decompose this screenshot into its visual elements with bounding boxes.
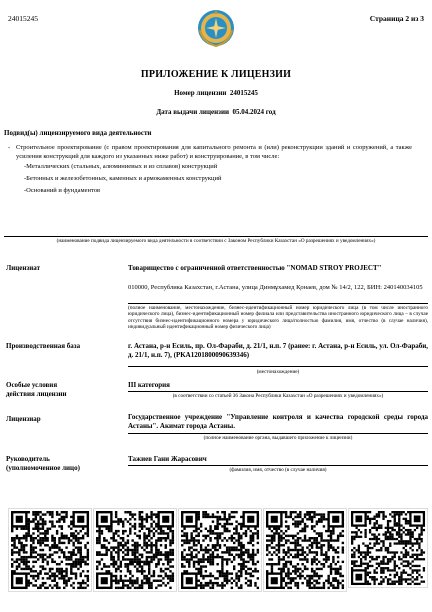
licensor-note: (полное наименование органа, выдавшего приложение к лицензии) — [203, 435, 353, 441]
activity-sub-item: -Оснований и фундаментов — [24, 187, 101, 194]
license-number — [0, 89, 432, 97]
issue-date-label: Дата выдачи лицензии — [156, 108, 230, 116]
activity-sub-item: -Бетонных и железобетонных, каменных и армокаменных конструкций — [24, 175, 222, 182]
section-heading: Подвид(ы) лицензируемого вида деятельности — [4, 129, 152, 137]
activity-main-item — [8, 143, 412, 161]
production-base-note: (местонахождение) — [256, 369, 300, 375]
issue-date — [0, 108, 432, 116]
licensee-note: (полное наименование, местонахождение, бизнес-идентификационный номер юридического лица (в том числе иностранного юридического лица), бизнес-идентификационный номер филиала или представительства иностранного юридического лица – в случае отсутствия бизнес-идентификационного номера у юридического лица/полностью фамилия, имя, отчество (в случае наличия), индивидуальный идентификационный номер физического лица) — [128, 305, 428, 331]
license-number-value: 24015245 — [229, 89, 258, 97]
qr-code-3 — [178, 508, 262, 592]
special-conditions-label: Особые условия действия лицензии — [6, 381, 67, 398]
licensee-label: Лицензиат — [6, 264, 41, 272]
head-note: (фамилия, имя, отчество (в случае наличия) — [229, 467, 327, 473]
divider — [128, 391, 428, 392]
head-label: Руководитель (уполномоченное лицо) — [6, 455, 80, 472]
special-conditions-note: (в соответствии со статьей 36 Закона Республики Казахстан «О разрешениях и уведомлениях») — [172, 393, 384, 399]
document-number: 24015245 — [8, 14, 38, 23]
head-value: Тажиев Гани Жарасович — [128, 455, 207, 463]
licensee-name: Товарищество с ограниченной ответственностью "NOMAD STROY PROJECT" — [128, 264, 382, 272]
licensor-value: Государственное учреждение "Управление контроля и качества городской среды города Астаны". Акимат города Астаны. — [128, 413, 428, 430]
activity-sub-item: -Металлических (стальных, алюминиевых и из сплавов) конструкций — [24, 163, 218, 170]
qr-code-1 — [8, 508, 92, 592]
special-conditions-value: III категория — [128, 381, 170, 389]
activity-block — [8, 143, 412, 195]
divider — [128, 465, 428, 466]
activity-footnote: (наименование подвида лицензируемого вида деятельности в соответствии с Законом Республики Казахстан «О разрешениях и уведомлениях») — [56, 238, 376, 244]
page-indicator: Страница 2 из 3 — [369, 14, 424, 23]
state-emblem-icon — [196, 8, 236, 48]
licensee-address: 010000, Республика Казахстан, г.Астана, улица Динмұхамед Қонаев, дом № 14/2, 122, БИН: 240140034105 — [128, 284, 423, 291]
qr-code-4 — [263, 508, 347, 592]
qr-code-5 — [348, 508, 428, 588]
qr-code-2 — [93, 508, 177, 592]
licensor-label: Лицензиар — [6, 415, 41, 423]
divider — [4, 236, 428, 237]
page-title: ПРИЛОЖЕНИЕ К ЛИЦЕНЗИИ — [140, 69, 292, 80]
divider — [128, 303, 428, 304]
bullet-icon: - — [8, 144, 11, 151]
production-base-value: г. Астана, р-н Есиль, пр. Ол-Фараби, д. 21/1, н.п. 7 (ранее: г. Астана, р-н Есиль, ул. Ол-Фараби, д. 21/1, н.п. 7), (PKA1201800090639346) — [128, 342, 428, 359]
activity-main-text: Строительное проектирование (с правом проектирования для капитального ремонта и (или) реконструкции зданий и сооружений, а также усиления конструкций для каждого из указанных ниже работ) и конструирование, в том числе: — [16, 144, 412, 160]
issue-date-value: 05.04.2024 год — [232, 108, 276, 116]
divider — [128, 366, 428, 367]
license-number-label: Номер лицензии — [174, 89, 227, 97]
production-base-label: Производственная база — [6, 342, 81, 350]
divider — [128, 433, 428, 434]
